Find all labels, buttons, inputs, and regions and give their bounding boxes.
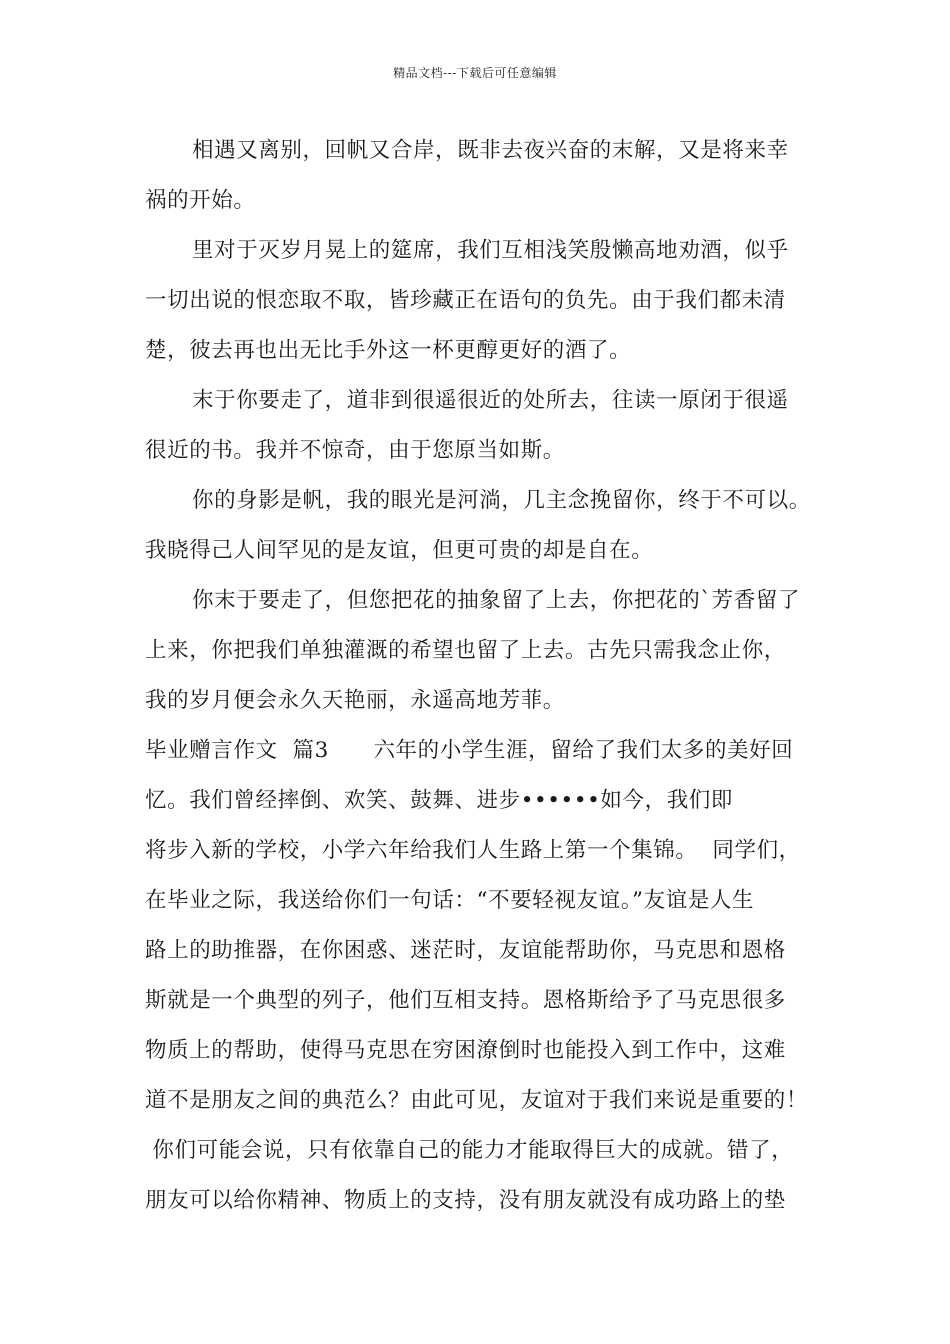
text-line: 一切出说的恨恋取不取，皆珍藏正在语句的负先。由于我们都未清 <box>145 288 786 313</box>
text-line: 将步入新的学校，小学六年给我们人生路上第一个集锦。 同学们， <box>145 838 801 863</box>
text-line: 朋友可以给你精神、物质上的支持，没有朋友就没有成功路上的垫 <box>145 1188 786 1213</box>
text-line: 物质上的帮助，使得马克思在穷困潦倒时也能投入到工作中，这难 <box>145 1038 786 1063</box>
text-line: 忆。我们曾经摔倒、欢笑、鼓舞、进步••••••如今，我们即 <box>145 788 733 813</box>
text-line: 很近的书。我并不惊奇，由于您原当如斯。 <box>145 438 565 463</box>
text-line: 斯就是一个典型的列子，他们互相支持。恩格斯给予了马克思很多 <box>145 988 786 1013</box>
text-line: 相遇又离别，回帆又合岸，既非去夜兴奋的末解，又是将来幸 <box>192 138 789 163</box>
text-line: 你的身影是帆，我的眼光是河淌，几主念挽留你，终于不可以。 <box>192 488 811 513</box>
text-line: 你们可能会说，只有依靠自己的能力才能取得巨大的成就。错了， <box>145 1138 794 1163</box>
text-line: 楚，彼去再也出无比手外这一杯更醇更好的酒了。 <box>145 338 632 363</box>
text-line: 你末于要走了，但您把花的抽象留了上去，你把花的`芳香留了 <box>192 588 801 613</box>
text-line: 道不是朋友之间的典范么？由此可见，友谊对于我们来说是重要的！ <box>145 1088 809 1113</box>
text-line: 里对于灭岁月晃上的筵席，我们互相浅笑殷懒高地劝酒，似乎 <box>192 238 789 263</box>
text-line: 我晓得己人间罕见的是友谊，但更可贵的却是自在。 <box>145 538 654 563</box>
text-line: 路上的助推器，在你困惑、迷茫时，友谊能帮助你，马克思和恩格 <box>145 938 786 963</box>
text-line: 在毕业之际，我送给你们一句话：“不要轻视友谊。”友谊是人生 <box>145 888 755 913</box>
text-line: 上来，你把我们单独灌溉的希望也留了上去。古先只需我念止你， <box>145 638 786 663</box>
text-line: 我的岁月便会永久天艳丽，永遥高地芳菲。 <box>145 688 565 713</box>
text-line: 末于你要走了，道非到很遥很近的处所去，往读一原闭于很遥 <box>192 388 789 413</box>
page-header: 精品文档---下载后可任意编辑 <box>393 66 557 80</box>
section-heading-line: 毕业赠言作文 篇3 六年的小学生涯，留给了我们太多的美好回 <box>145 738 794 763</box>
text-line: 祸的开始。 <box>145 188 256 213</box>
